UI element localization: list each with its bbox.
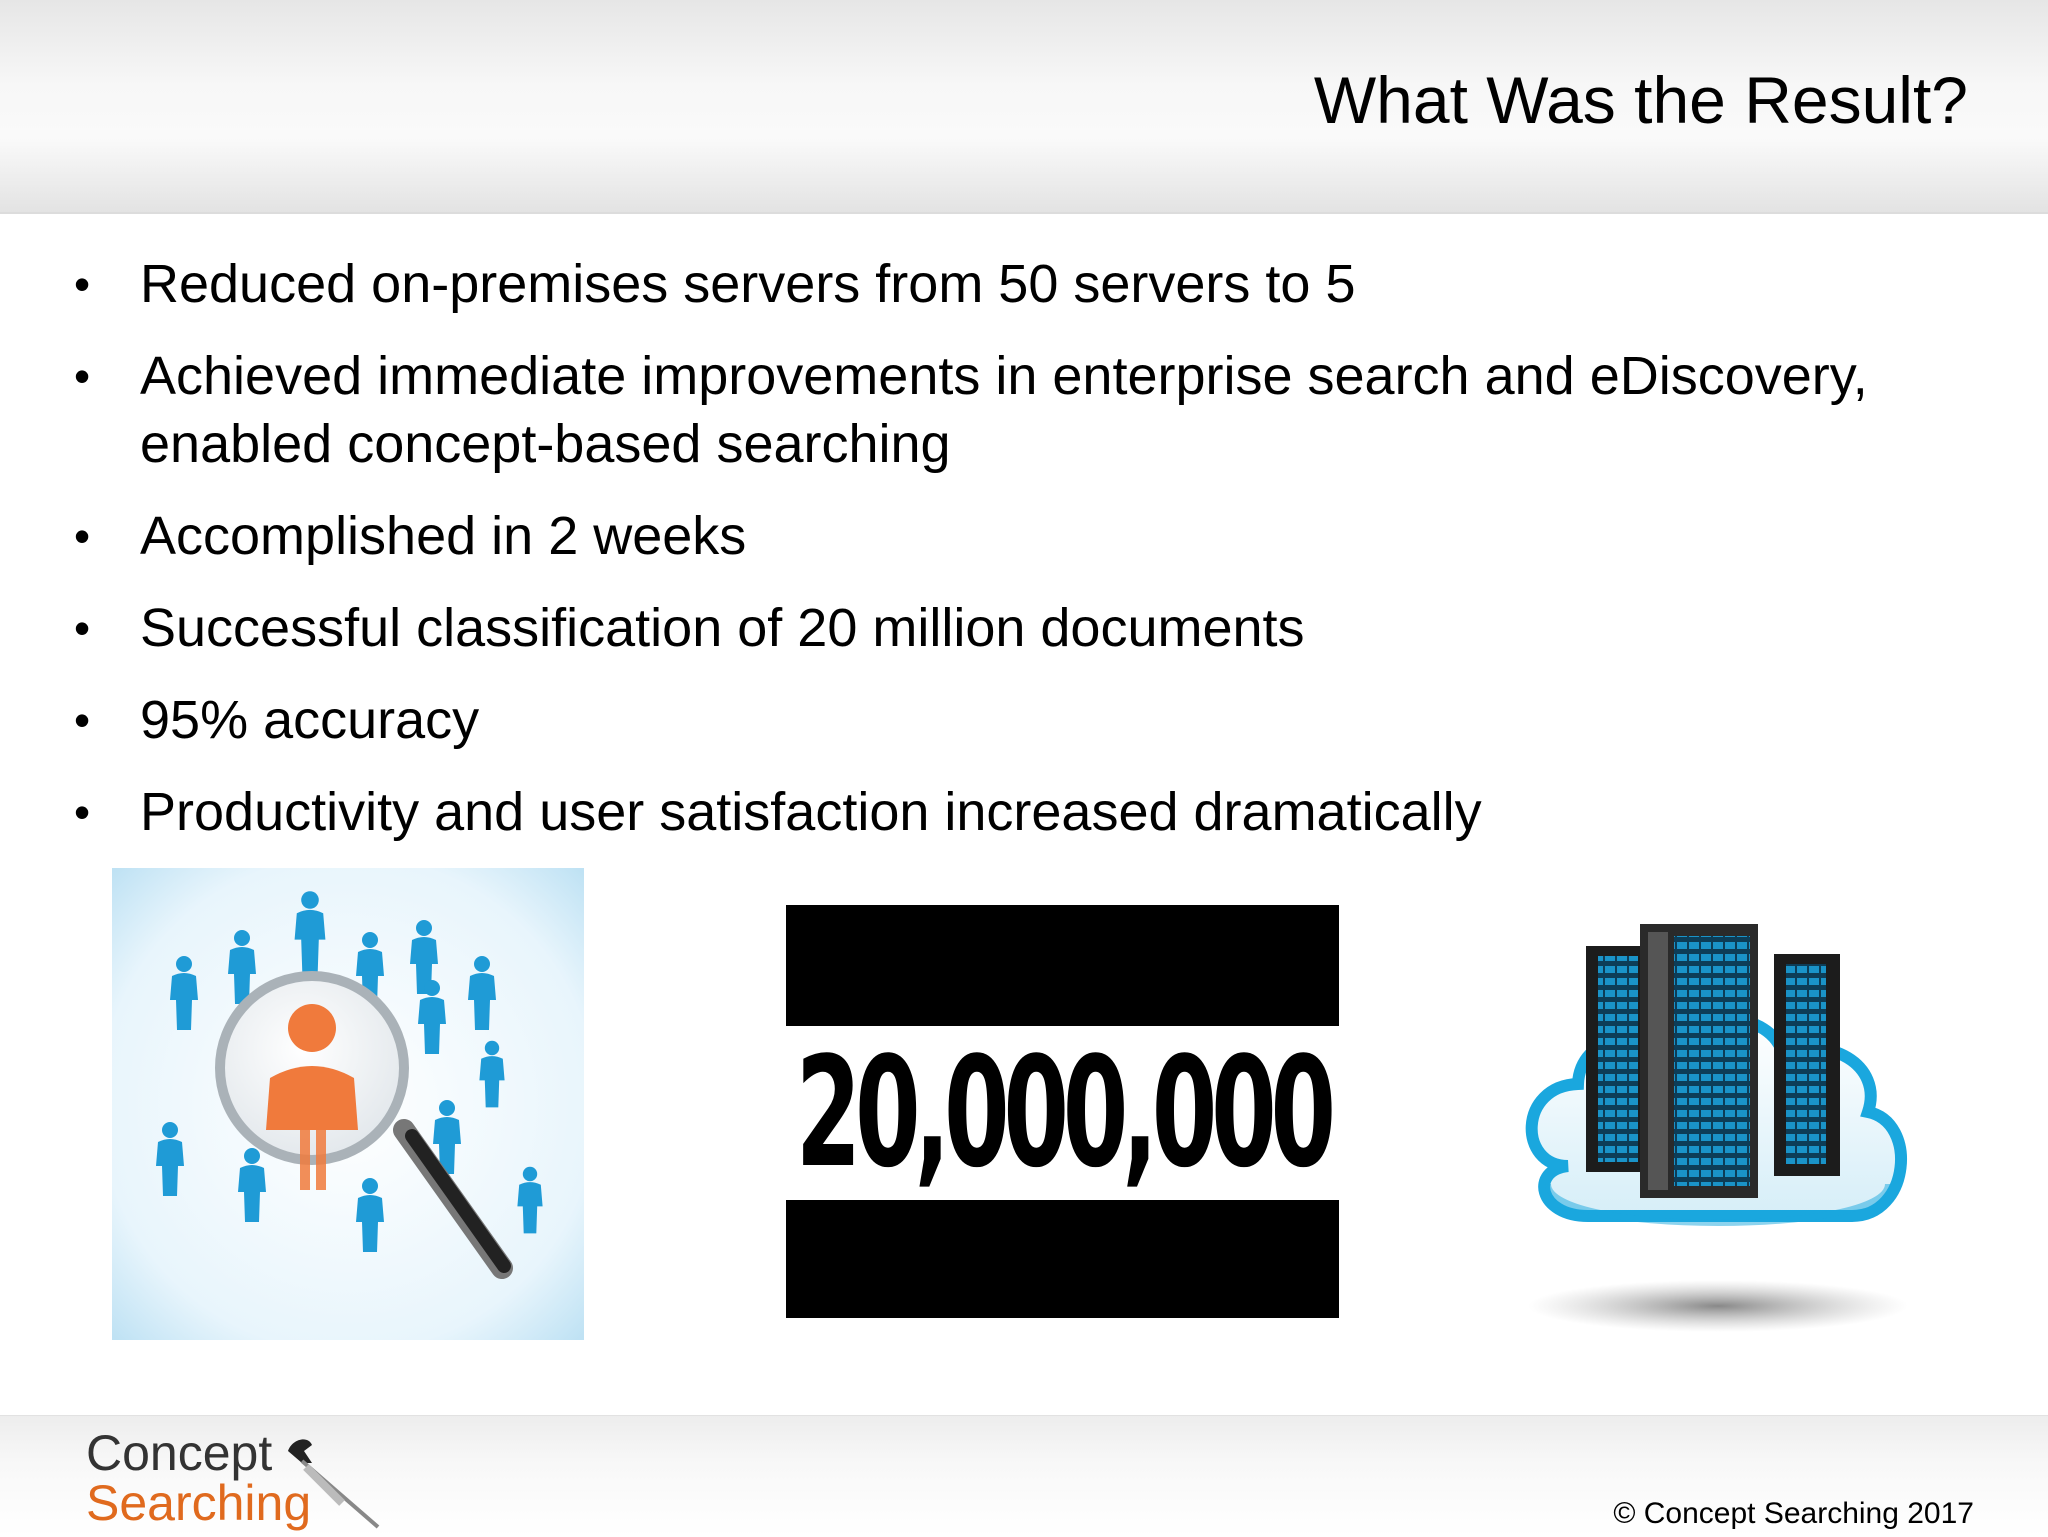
bullet-item: • Productivity and user satisfaction increased dramatically — [74, 778, 1994, 846]
number-band — [786, 1026, 1339, 1200]
copyright-text: © Concept Searching 2017 — [1613, 1497, 1974, 1530]
cloud-server-icon — [1508, 916, 1928, 1346]
bullet-item: • Successful classification of 20 million documents — [74, 594, 1994, 662]
bullet-item: • Accomplished in 2 weeks — [74, 502, 1994, 570]
cloud-servers-illustration — [1508, 916, 1928, 1346]
bird-logo-icon — [282, 1433, 386, 1533]
number-text: 20,000,000 — [795, 1024, 1330, 1201]
bullet-item: • Reduced on-premises servers from 50 servers to 5 — [74, 250, 1994, 318]
people-search-icon — [112, 868, 584, 1340]
slide-header — [0, 0, 2048, 214]
bullet-item: • 95% accuracy — [74, 686, 1994, 754]
concept-searching-logo — [86, 1425, 386, 1535]
logo-text-concept: Concept — [86, 1425, 273, 1481]
logo-text-searching: Searching — [86, 1475, 312, 1531]
people-search-illustration — [112, 868, 584, 1340]
slide-title: What Was the Result? — [1313, 63, 1968, 137]
bullet-item: • Achieved immediate improvements in enterprise search and eDiscovery, enabled concept-based searching — [74, 342, 1994, 478]
twenty-million-graphic — [786, 905, 1339, 1318]
bullet-list — [74, 250, 1994, 870]
